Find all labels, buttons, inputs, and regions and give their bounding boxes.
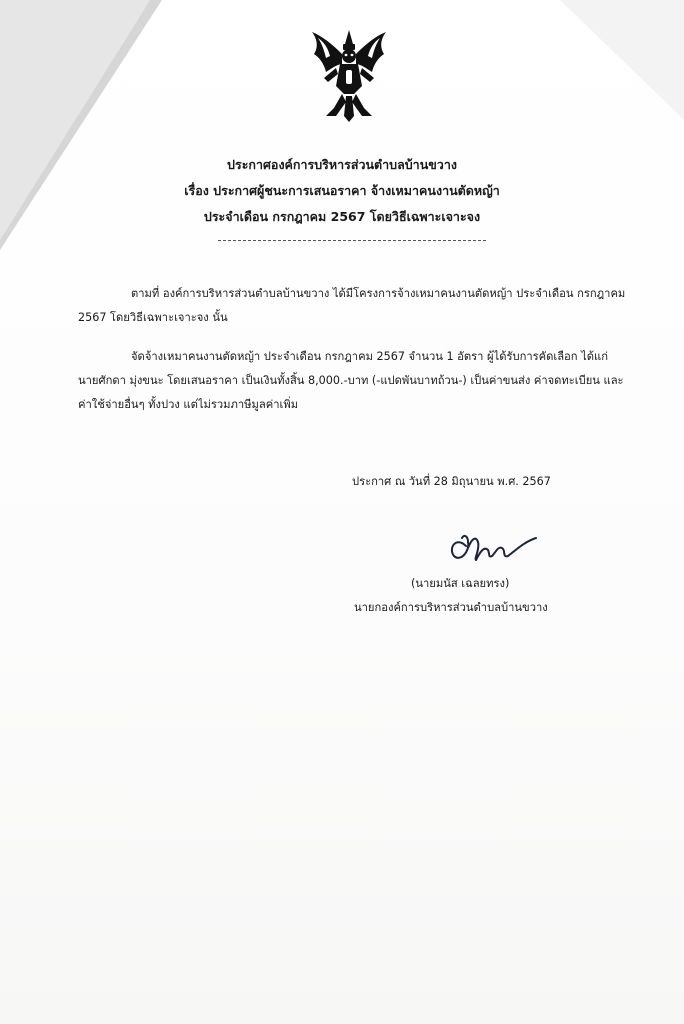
announcement-period: ประจำเดือน กรกฎาคม 2567 โดยวิธีเฉพาะเจาะจง bbox=[203, 209, 481, 224]
handwritten-signature bbox=[446, 528, 538, 564]
heading-divider bbox=[218, 240, 486, 241]
paragraph-1-line-1: ตามที่ องค์การบริหารส่วนตำบลบ้านขวาง ได้มีโครงการจ้างเหมาคนงานตัดหญ้า ประจำเดือน กรกฎาคม bbox=[131, 287, 626, 300]
signer-title: นายกองค์การบริหารส่วนตำบลบ้านขวาง bbox=[354, 601, 548, 614]
paragraph-2-line-1: จัดจ้างเหมาคนงานตัดหญ้า ประจำเดือน กรกฎาคม 2567 จำนวน 1 อัตรา ผู้ได้รับการคัดเลือก ได้แก่ bbox=[131, 350, 608, 363]
announcement-date: ประกาศ ณ วันที่ 28 มิถุนายน พ.ศ. 2567 bbox=[352, 475, 551, 488]
announcement-title: ประกาศองค์การบริหารส่วนตำบลบ้านขวาง bbox=[227, 157, 457, 172]
paragraph-1-line-2: 2567 โดยวิธีเฉพาะเจาะจง นั้น bbox=[78, 311, 228, 324]
paragraph-2-line-3: ค่าใช้จ่ายอื่นๆ ทั้งปวง แต่ไม่รวมภาษีมูลค่าเพิ่ม bbox=[78, 398, 299, 411]
announcement-subject: เรื่อง ประกาศผู้ชนะการเสนอราคา จ้างเหมาคนงานตัดหญ้า bbox=[184, 183, 500, 198]
paragraph-2-line-2: นายศักดา มุ่งขนะ โดยเสนอราคา เป็นเงินทั้งสิ้น 8,000.-บาท (-แปดพันบาทถ้วน-) เป็นค่าขนส่ง ค่าจดทะเบียน และ bbox=[78, 374, 624, 387]
signer-name: (นายมนัส เฉลยทรง) bbox=[411, 577, 510, 590]
garuda-emblem-icon bbox=[306, 24, 392, 124]
